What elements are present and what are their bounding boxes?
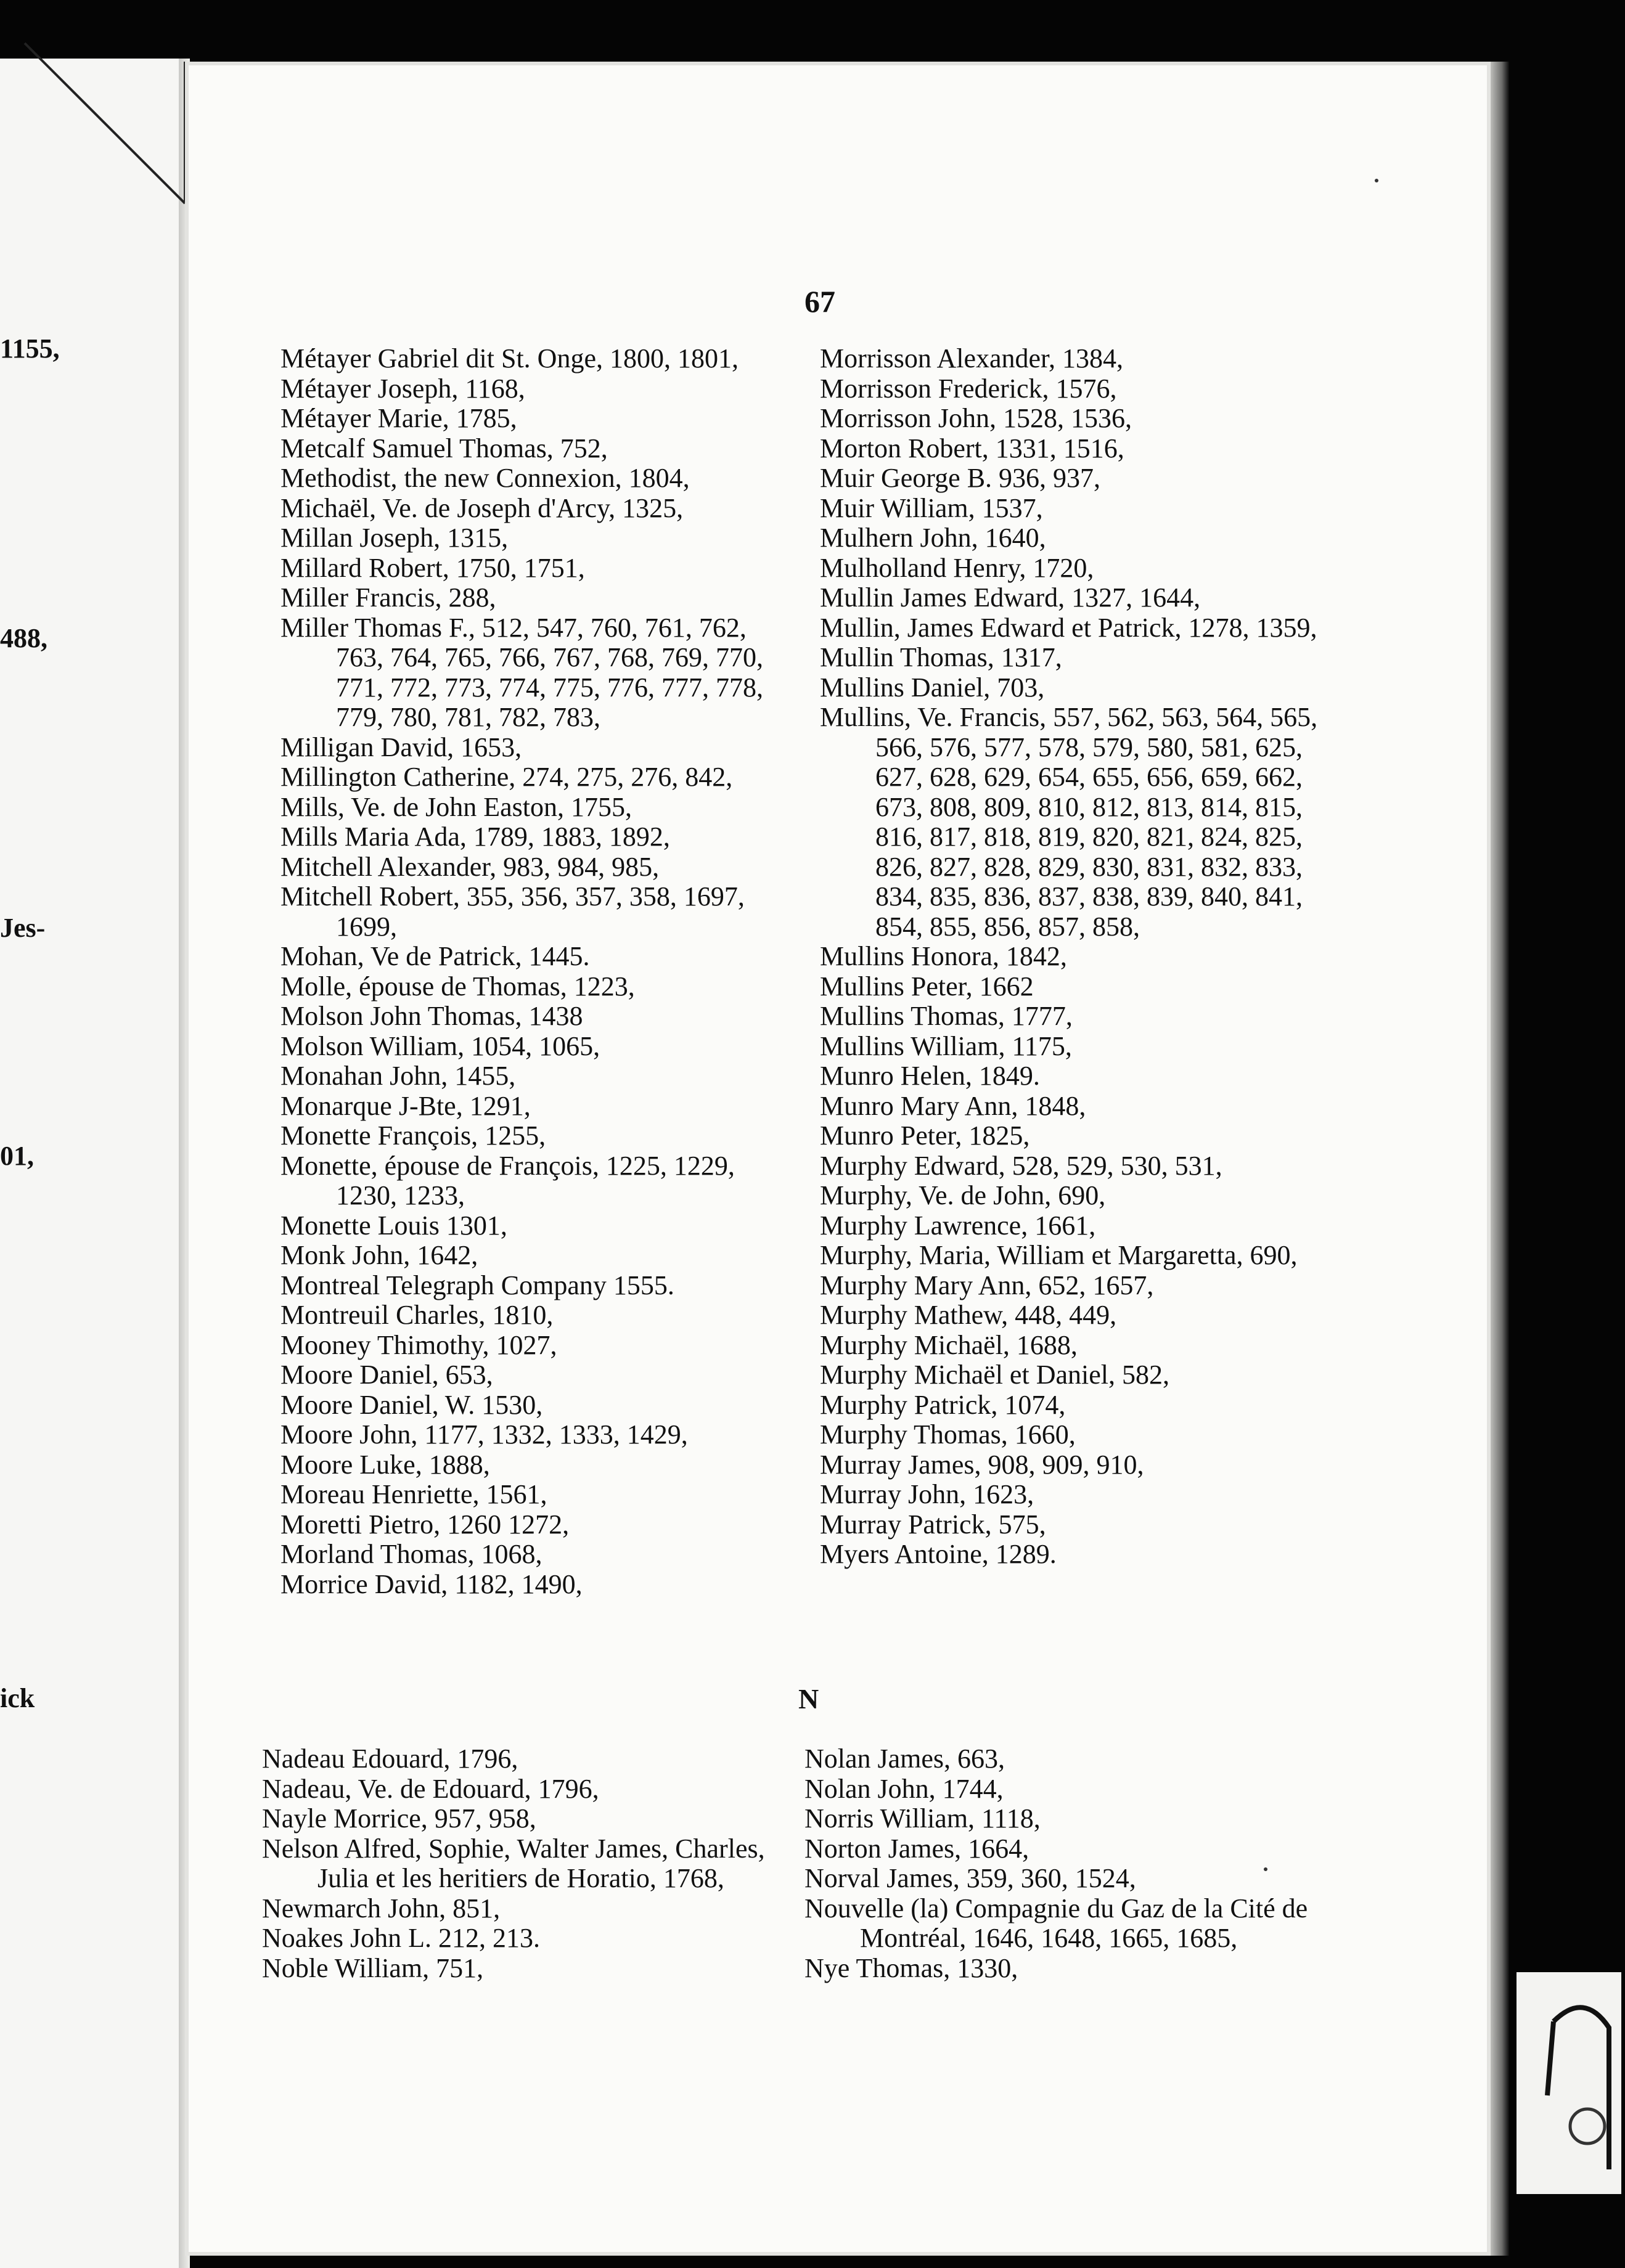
index-entry: Murphy Edward, 528, 529, 530, 531, (820, 1150, 1222, 1181)
index-entry: Moore Luke, 1888, (280, 1449, 490, 1480)
index-entry: Monk John, 1642, (280, 1240, 478, 1270)
index-entry: Morrisson John, 1528, 1536, (820, 403, 1132, 433)
index-entry: Métayer Joseph, 1168, (280, 373, 525, 404)
index-entry: Mulholland Henry, 1720, (820, 552, 1094, 583)
index-entry: Millard Robert, 1750, 1751, (280, 552, 585, 583)
index-entry: Nadeau Edouard, 1796, (262, 1744, 518, 1774)
index-entry: Moore Daniel, W. 1530, (280, 1389, 543, 1420)
index-entry: Mullins, Ve. Francis, 557, 562, 563, 564, 565, 566, 576, 577, 578, 579, 580, 581, 625, 627, 628, 629, 654, 655, 656, 659, 662, 673, 808, 809, 810, 812, 813, 814, 815, 816, 817, 818, 819, 820, 821, 824, 825, 826, 827, 828, 829, 830, 831, 832, 833, 834, 835, 836, 837, 838, 839, 840, 841, 854, 855, 856, 857, 858, (820, 702, 1318, 942)
binding-clip (1517, 1972, 1621, 2194)
index-entry: Millan Joseph, 1315, (280, 523, 509, 553)
index-entry: Millington Catherine, 274, 275, 276, 842, (280, 762, 733, 792)
index-entry: Muir George B. 936, 937, (820, 463, 1101, 493)
index-column-n-left (262, 1744, 780, 1983)
index-entry: Norval James, 359, 360, 1524, (804, 1863, 1136, 1893)
index-entry: Morland Thomas, 1068, (280, 1539, 542, 1569)
index-entry: Nadeau, Ve. de Edouard, 1796, (262, 1773, 599, 1804)
index-entry: Monette, épouse de François, 1225, 1229, 1230, 1233, (280, 1150, 735, 1210)
index-entry: Mullin Thomas, 1317, (820, 642, 1062, 672)
index-entry: Metcalf Samuel Thomas, 752, (280, 433, 608, 463)
index-entry: Nolan John, 1744, (804, 1773, 1004, 1804)
index-entry: Monette François, 1255, (280, 1120, 546, 1151)
index-entry: Mullin, James Edward et Patrick, 1278, 1359, (820, 612, 1317, 643)
index-entry: Muir William, 1537, (820, 492, 1043, 523)
index-entry: Molle, épouse de Thomas, 1223, (280, 971, 635, 1001)
index-entry: Morton Robert, 1331, 1516, (820, 433, 1124, 463)
index-entry: Montreal Telegraph Company 1555. (280, 1270, 674, 1300)
index-entry: Mohan, Ve de Patrick, 1445. (280, 941, 590, 971)
index-entry: Mullin James Edward, 1327, 1644, (820, 582, 1201, 613)
index-entry: Mitchell Alexander, 983, 984, 985, (280, 851, 660, 882)
index-entry: Mooney Thimothy, 1027, (280, 1329, 557, 1360)
index-entry: Munro Peter, 1825, (820, 1120, 1030, 1151)
margin-fragment: 01, (0, 1141, 34, 1171)
index-entry: Mullins William, 1175, (820, 1030, 1072, 1061)
index-entry: Nayle Morrice, 957, 958, (262, 1803, 536, 1834)
page-edge-shadow (1491, 62, 1509, 2256)
index-entry: Murphy Patrick, 1074, (820, 1389, 1066, 1420)
index-entry: Murphy Michaël, 1688, (820, 1329, 1078, 1360)
index-entry: Mills Maria Ada, 1789, 1883, 1892, (280, 822, 670, 852)
ink-speck (1264, 1867, 1267, 1871)
index-entry: Molson William, 1054, 1065, (280, 1030, 600, 1061)
index-entry: Munro Mary Ann, 1848, (820, 1090, 1086, 1121)
margin-fragment: ick (0, 1683, 35, 1713)
index-entry: Michaël, Ve. de Joseph d'Arcy, 1325, (280, 492, 684, 523)
index-entry: Murphy Michaël et Daniel, 582, (820, 1360, 1169, 1390)
index-entry: Murray Patrick, 575, (820, 1509, 1046, 1540)
index-entry: Mulhern John, 1640, (820, 523, 1046, 553)
index-entry: Murphy Mathew, 448, 449, (820, 1300, 1117, 1330)
index-column-right (820, 344, 1350, 1570)
index-entry: Montreuil Charles, 1810, (280, 1300, 554, 1330)
index-entry: Murphy Mary Ann, 652, 1657, (820, 1270, 1154, 1300)
index-entry: Methodist, the new Connexion, 1804, (280, 463, 690, 493)
index-entry: Mills, Ve. de John Easton, 1755, (280, 791, 632, 822)
index-entry: Mullins Daniel, 703, (820, 672, 1045, 703)
index-entry: Moreau Henriette, 1561, (280, 1479, 547, 1509)
index-column-left (280, 344, 795, 1599)
margin-fragment: 488, (0, 623, 47, 653)
index-entry: Mullins Honora, 1842, (820, 941, 1067, 971)
margin-fragment: Jes- (0, 913, 46, 943)
index-entry: Métayer Marie, 1785, (280, 403, 517, 433)
index-entry: Murphy, Ve. de John, 690, (820, 1180, 1106, 1210)
index-entry: Métayer Gabriel dit St. Onge, 1800, 1801, (280, 343, 739, 373)
page-number: 67 (804, 284, 835, 319)
index-entry: Mullins Thomas, 1777, (820, 1001, 1073, 1031)
index-entry: Monahan John, 1455, (280, 1061, 516, 1091)
index-entry: Mitchell Robert, 355, 356, 357, 358, 1697, 1699, (280, 881, 745, 942)
index-entry: Nouvelle (la) Compagnie du Gaz de la Cité de Montréal, 1646, 1648, 1665, 1685, (804, 1893, 1308, 1953)
index-entry: Murphy Lawrence, 1661, (820, 1210, 1096, 1241)
section-letter: N (798, 1683, 819, 1715)
index-entry: Murphy Thomas, 1660, (820, 1419, 1076, 1450)
index-entry: Nelson Alfred, Sophie, Walter James, Charles, Julia et les heritiers de Horatio, 1768, (262, 1833, 765, 1893)
index-entry: Murphy, Maria, William et Margaretta, 690, (820, 1240, 1298, 1270)
index-entry: Murray John, 1623, (820, 1479, 1034, 1509)
index-entry: Murray James, 908, 909, 910, (820, 1449, 1144, 1480)
index-entry: Moretti Pietro, 1260 1272, (280, 1509, 570, 1540)
index-column-n-right (804, 1744, 1335, 1983)
index-entry: Noakes John L. 212, 213. (262, 1923, 540, 1953)
index-entry: Morrisson Frederick, 1576, (820, 373, 1117, 404)
index-entry: Molson John Thomas, 1438 (280, 1001, 583, 1031)
margin-fragment: 1155, (0, 333, 60, 364)
index-entry: Munro Helen, 1849. (820, 1061, 1040, 1091)
index-entry: Milligan David, 1653, (280, 732, 522, 762)
index-entry: Nye Thomas, 1330, (804, 1952, 1018, 1983)
index-entry: Mullins Peter, 1662 (820, 971, 1034, 1001)
index-entry: Norton James, 1664, (804, 1833, 1029, 1864)
index-entry: Morrice David, 1182, 1490, (280, 1568, 583, 1599)
index-entry: Miller Francis, 288, (280, 582, 496, 613)
index-entry: Moore John, 1177, 1332, 1333, 1429, (280, 1419, 688, 1450)
index-entry: Monarque J-Bte, 1291, (280, 1090, 531, 1121)
index-entry: Moore Daniel, 653, (280, 1360, 493, 1390)
ink-speck (1375, 179, 1378, 182)
index-entry: Nolan James, 663, (804, 1744, 1005, 1774)
index-entry: Newmarch John, 851, (262, 1893, 501, 1923)
index-entry: Morrisson Alexander, 1384, (820, 343, 1123, 373)
index-entry: Miller Thomas F., 512, 547, 760, 761, 762, 763, 764, 765, 766, 767, 768, 769, 770, 771, 772, 773, 774, 775, 776, 777, 778, 779, 780, 781, 782, 783, (280, 612, 763, 732)
index-entry: Norris William, 1118, (804, 1803, 1041, 1834)
index-entry: Noble William, 751, (262, 1952, 484, 1983)
index-entry: Monette Louis 1301, (280, 1210, 507, 1241)
index-entry: Myers Antoine, 1289. (820, 1539, 1057, 1569)
